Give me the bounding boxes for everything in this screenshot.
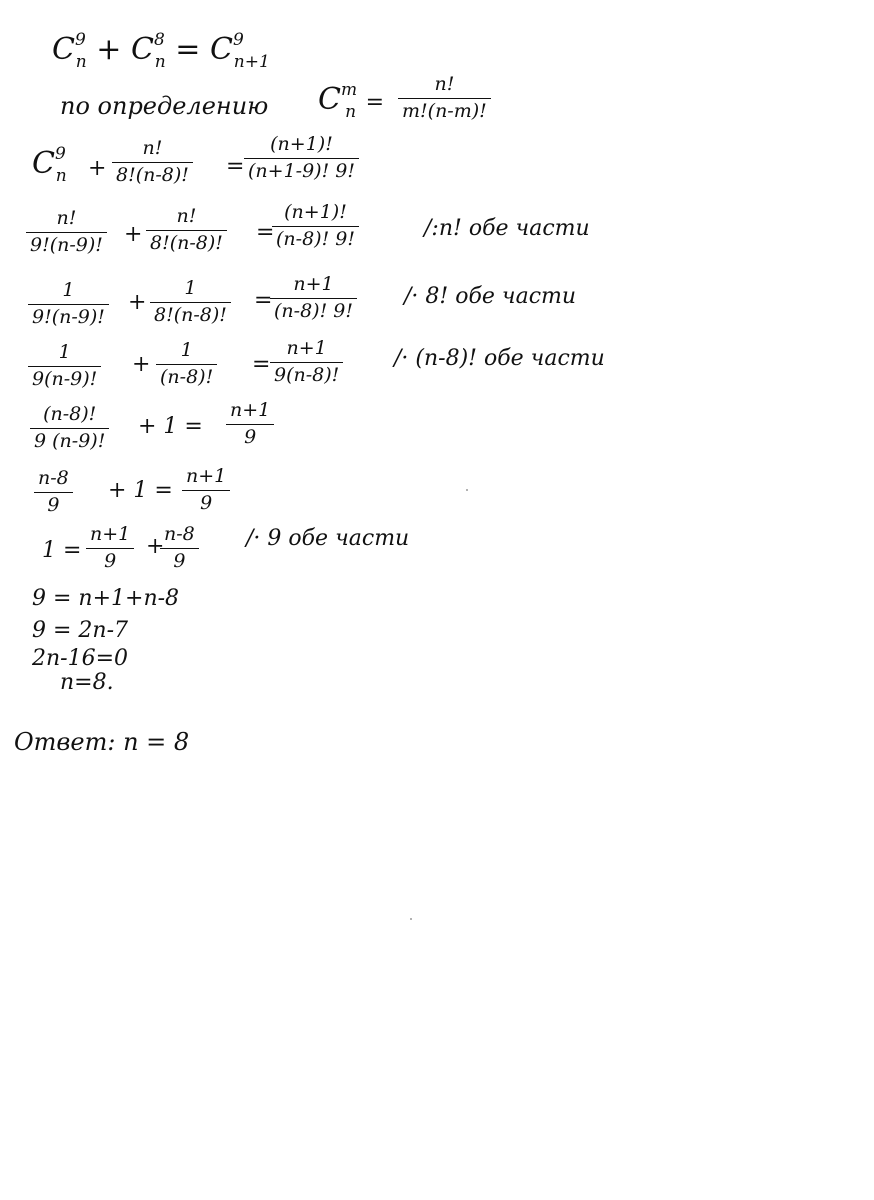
subscript: n [154, 52, 166, 72]
superscript: 9 [74, 30, 86, 50]
superscript: 9 [232, 30, 244, 50]
line6-fraction-2 [182, 466, 230, 515]
fraction-numerator: 1 [62, 279, 75, 301]
solve-line-2: 9 = 2n-7 [32, 618, 129, 643]
fraction-numerator: 1 [58, 341, 71, 363]
line1-c [32, 144, 67, 186]
line3-fraction-3 [270, 274, 357, 323]
answer-label: Ответ: [14, 728, 116, 756]
superscript: 8 [153, 30, 165, 50]
fraction-denominator: (n-8)! [160, 365, 214, 388]
fraction-bar [270, 362, 343, 363]
line6-rest: + 1 = [108, 478, 173, 503]
fraction-denominator: 9(n-9)! [32, 367, 98, 390]
line2-fraction-2 [146, 206, 227, 255]
line3-fraction-2 [150, 278, 231, 327]
fraction-denominator: 9 [104, 549, 117, 572]
definition-c [318, 80, 385, 122]
fraction-numerator: n+1 [286, 337, 327, 359]
fraction-bar [146, 230, 227, 231]
c-symbol: C [52, 32, 75, 67]
fraction-bar [30, 428, 109, 429]
fraction-bar [86, 548, 134, 549]
fraction-numerator: n+1 [293, 273, 334, 295]
fraction-numerator: n-8 [164, 523, 195, 545]
plus-sign: + [146, 534, 165, 559]
line4-fraction-2 [156, 340, 217, 389]
fraction-numerator: n! [56, 207, 77, 229]
answer [14, 728, 189, 756]
line3-note: /· 8! обе части [404, 284, 577, 309]
fraction-denominator: 8!(n-8)! [116, 163, 189, 186]
c-symbol: C [209, 32, 233, 67]
solve-line-3: 2n-16=0 [32, 646, 129, 671]
fraction-bar [112, 162, 193, 163]
fraction-bar [272, 226, 359, 227]
scan-speck [466, 489, 468, 491]
fraction-numerator: (n-8)! [43, 403, 97, 425]
plus-sign: + [132, 352, 151, 377]
line4-fraction-1 [28, 342, 101, 391]
fraction-bar [244, 158, 359, 159]
fraction-bar [34, 492, 73, 493]
c-symbol: C [32, 146, 55, 181]
fraction-denominator: (n-8)! 9! [274, 299, 353, 322]
solve-line-4: n=8. [60, 670, 114, 695]
subscript: n [55, 166, 67, 186]
line1-fraction-2 [244, 134, 359, 183]
fraction-numerator: (n+1)! [270, 133, 333, 155]
line5-fraction-1 [30, 404, 109, 453]
fraction-denominator: (n+1-9)! 9! [248, 159, 355, 182]
scan-speck [410, 918, 412, 920]
identity-equation [52, 30, 270, 72]
line3-fraction-1 [28, 280, 109, 329]
fraction-bar [156, 364, 217, 365]
fraction-denominator: 9!(n-9)! [32, 305, 105, 328]
line7-lhs: 1 = [42, 538, 82, 563]
subscript: n [75, 52, 87, 72]
fraction-numerator: n-8 [38, 467, 69, 489]
fraction-denominator: m!(n-m)! [402, 99, 487, 122]
fraction-bar [226, 424, 274, 425]
fraction-denominator: 9(n-8)! [274, 363, 340, 386]
fraction-numerator: n! [176, 205, 197, 227]
fraction-bar [270, 298, 357, 299]
equals-sign: = [365, 90, 385, 115]
line4-fraction-3 [270, 338, 343, 387]
fraction-numerator: n+1 [230, 399, 271, 421]
line2-fraction-1 [26, 208, 107, 257]
fraction-numerator: n+1 [90, 523, 131, 545]
fraction-denominator: 9 (n-9)! [34, 429, 106, 452]
superscript: m [340, 80, 358, 100]
fraction-denominator: (n-8)! 9! [276, 227, 355, 250]
fraction-numerator: n+1 [186, 465, 227, 487]
fraction-numerator: 1 [184, 277, 197, 299]
line5-rest: + 1 = [138, 414, 203, 439]
fraction-denominator: 8!(n-8)! [154, 303, 227, 326]
fraction-denominator: 9 [173, 549, 186, 572]
c-symbol: C [318, 82, 341, 117]
equals-sign: = [252, 352, 271, 377]
line7-fraction-2 [160, 524, 199, 573]
line6-fraction-1 [34, 468, 73, 517]
c-symbol: C [130, 32, 154, 67]
subscript: n+1 [233, 52, 270, 72]
line5-fraction-2 [226, 400, 274, 449]
fraction-numerator: 1 [180, 339, 193, 361]
equals-sign: = [175, 32, 201, 67]
fraction-denominator: 9 [244, 425, 257, 448]
answer-value: n = 8 [123, 728, 190, 756]
plus-sign: + [128, 290, 147, 315]
fraction-numerator: n! [434, 73, 455, 95]
definition-text: по определению [60, 92, 269, 120]
fraction-bar [28, 304, 109, 305]
line2-fraction-3 [272, 202, 359, 251]
fraction-bar [26, 232, 107, 233]
line4-note: /· (n-8)! обе части [394, 346, 605, 371]
fraction-bar [150, 302, 231, 303]
plus-sign: + [96, 32, 122, 67]
fraction-numerator: n! [142, 137, 163, 159]
fraction-bar [160, 548, 199, 549]
equals-sign: = [256, 220, 275, 245]
fraction-bar [182, 490, 230, 491]
equals-sign: = [254, 288, 273, 313]
superscript: 9 [54, 144, 66, 164]
equals-sign: = [226, 154, 245, 179]
plus-sign: + [124, 222, 143, 247]
fraction-denominator: 9 [47, 493, 60, 516]
fraction-denominator: 8!(n-8)! [150, 231, 223, 254]
line1-fraction-1 [112, 138, 193, 187]
fraction-bar [398, 98, 491, 99]
subscript: n [345, 102, 357, 122]
definition-fraction [398, 74, 491, 123]
line7-fraction-1 [86, 524, 134, 573]
fraction-denominator: 9!(n-9)! [30, 233, 103, 256]
plus-sign: + [88, 156, 107, 181]
line7-note: /· 9 обе части [246, 526, 410, 551]
line2-note: /:n! обе части [424, 216, 590, 241]
fraction-bar [28, 366, 101, 367]
fraction-denominator: 9 [200, 491, 213, 514]
solve-line-1: 9 = n+1+n-8 [32, 586, 180, 611]
fraction-numerator: (n+1)! [284, 201, 347, 223]
